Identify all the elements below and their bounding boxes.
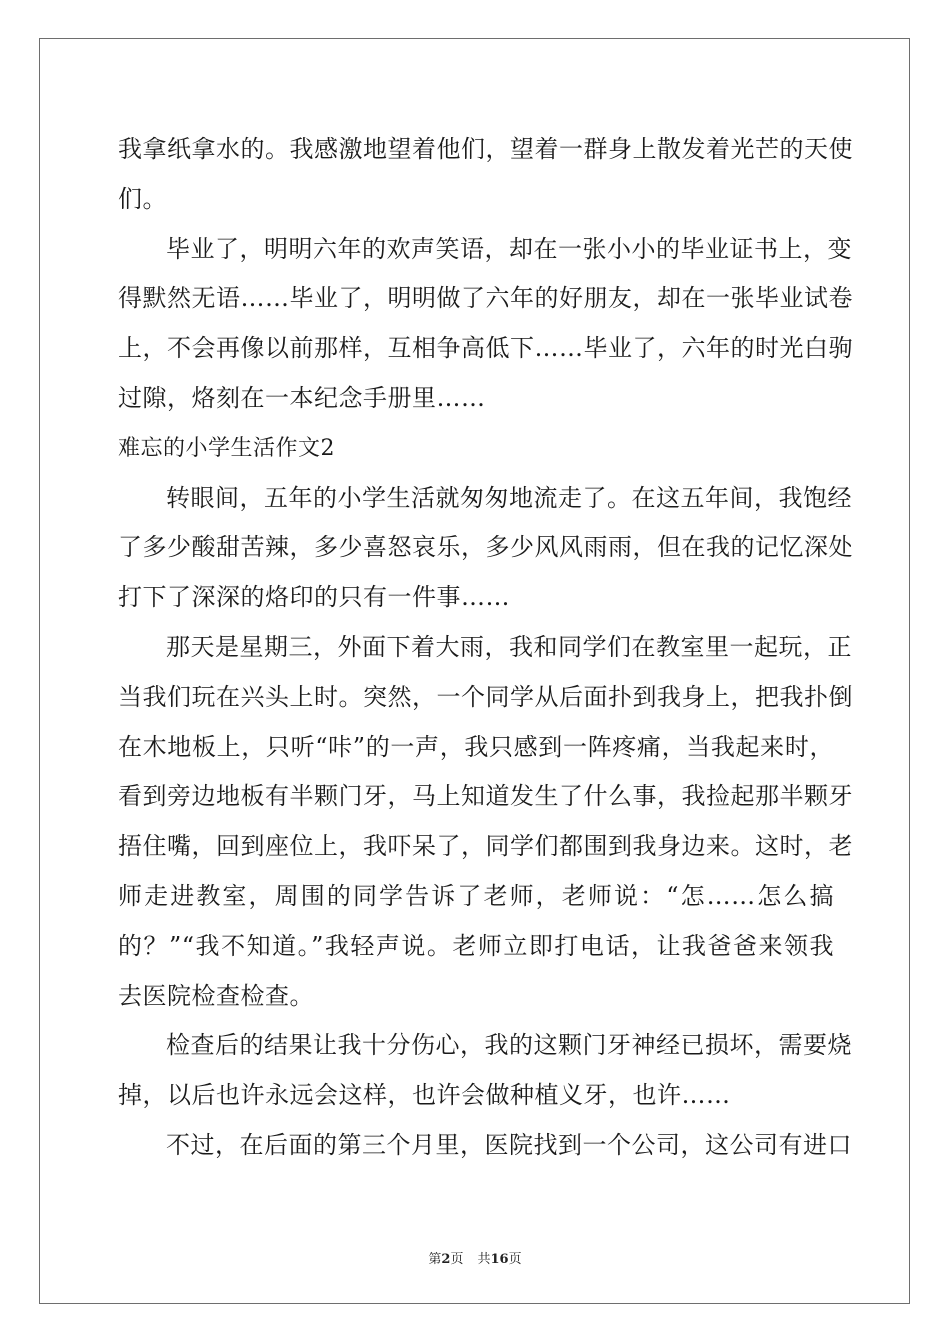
document-body (118, 125, 853, 1171)
total-prefix: 共 (477, 1252, 491, 1267)
text-line: 我拿纸拿水的。我感激地望着他们，望着一群身上散发着光芒的天使 (118, 135, 853, 163)
text-line: 的？”“我不知道。”我轻声说。老师立即打电话，让我爸爸来领我 (118, 931, 834, 960)
text-line: 打下了深深的烙印的只有一件事…… (118, 583, 510, 612)
text-line: 当我们玩在兴头上时。突然，一个同学从后面扑到我身上，把我扑倒 (118, 682, 853, 711)
text-line: 看到旁边地板有半颗门牙，马上知道发生了什么事，我捡起那半颗牙 (118, 782, 853, 811)
text-line: 那天是星期三，外面下着大雨，我和同学们在教室里一起玩，正 (166, 632, 852, 661)
text-line: 掉，以后也许永远会这样，也许会做种植义牙，也许…… (118, 1081, 731, 1110)
page-number: 2 (441, 1252, 451, 1267)
text-line: 去医院检查检查。 (118, 981, 314, 1010)
page-footer (0, 1248, 950, 1267)
page-suffix: 页 (450, 1252, 464, 1267)
text-line: 上，不会再像以前那样，互相争高低下……毕业了，六年的时光白驹 (118, 334, 853, 363)
text-line: 不过，在后面的第三个月里，医院找到一个公司，这公司有进口 (166, 1130, 852, 1159)
text-line: 毕业了，明明六年的欢声笑语，却在一张小小的毕业证书上，变 (166, 234, 852, 263)
text-line: 过隙，烙刻在一本纪念手册里…… (118, 383, 486, 412)
text-line: 了多少酸甜苦辣，多少喜怒哀乐，多少风风雨雨，但在我的记忆深处 (118, 533, 853, 562)
text-line: 得默然无语……毕业了，明明做了六年的好朋友，却在一张毕业试卷 (118, 284, 853, 313)
text-line: 师走进教室，周围的同学告诉了老师，老师说：“怎……怎么搞 (118, 881, 834, 910)
text-line: 们。 (118, 184, 167, 213)
text-line: 转眼间，五年的小学生活就匆匆地流走了。在这五年间，我饱经 (166, 483, 852, 512)
total-pages: 16 (490, 1252, 509, 1267)
text-line: 在木地板上，只听“咔”的一声，我只感到一阵疼痛，当我起来时， (118, 732, 834, 761)
text-line: 捂住嘴，回到座位上，我吓呆了，同学们都围到我身边来。这时，老 (118, 832, 853, 861)
section-heading: 难忘的小学生活作文2 (118, 435, 335, 461)
total-suffix: 页 (508, 1252, 522, 1267)
page-prefix: 第 (428, 1252, 442, 1267)
text-line: 检查后的结果让我十分伤心，我的这颗门牙神经已损坏，需要烧 (166, 1031, 852, 1060)
